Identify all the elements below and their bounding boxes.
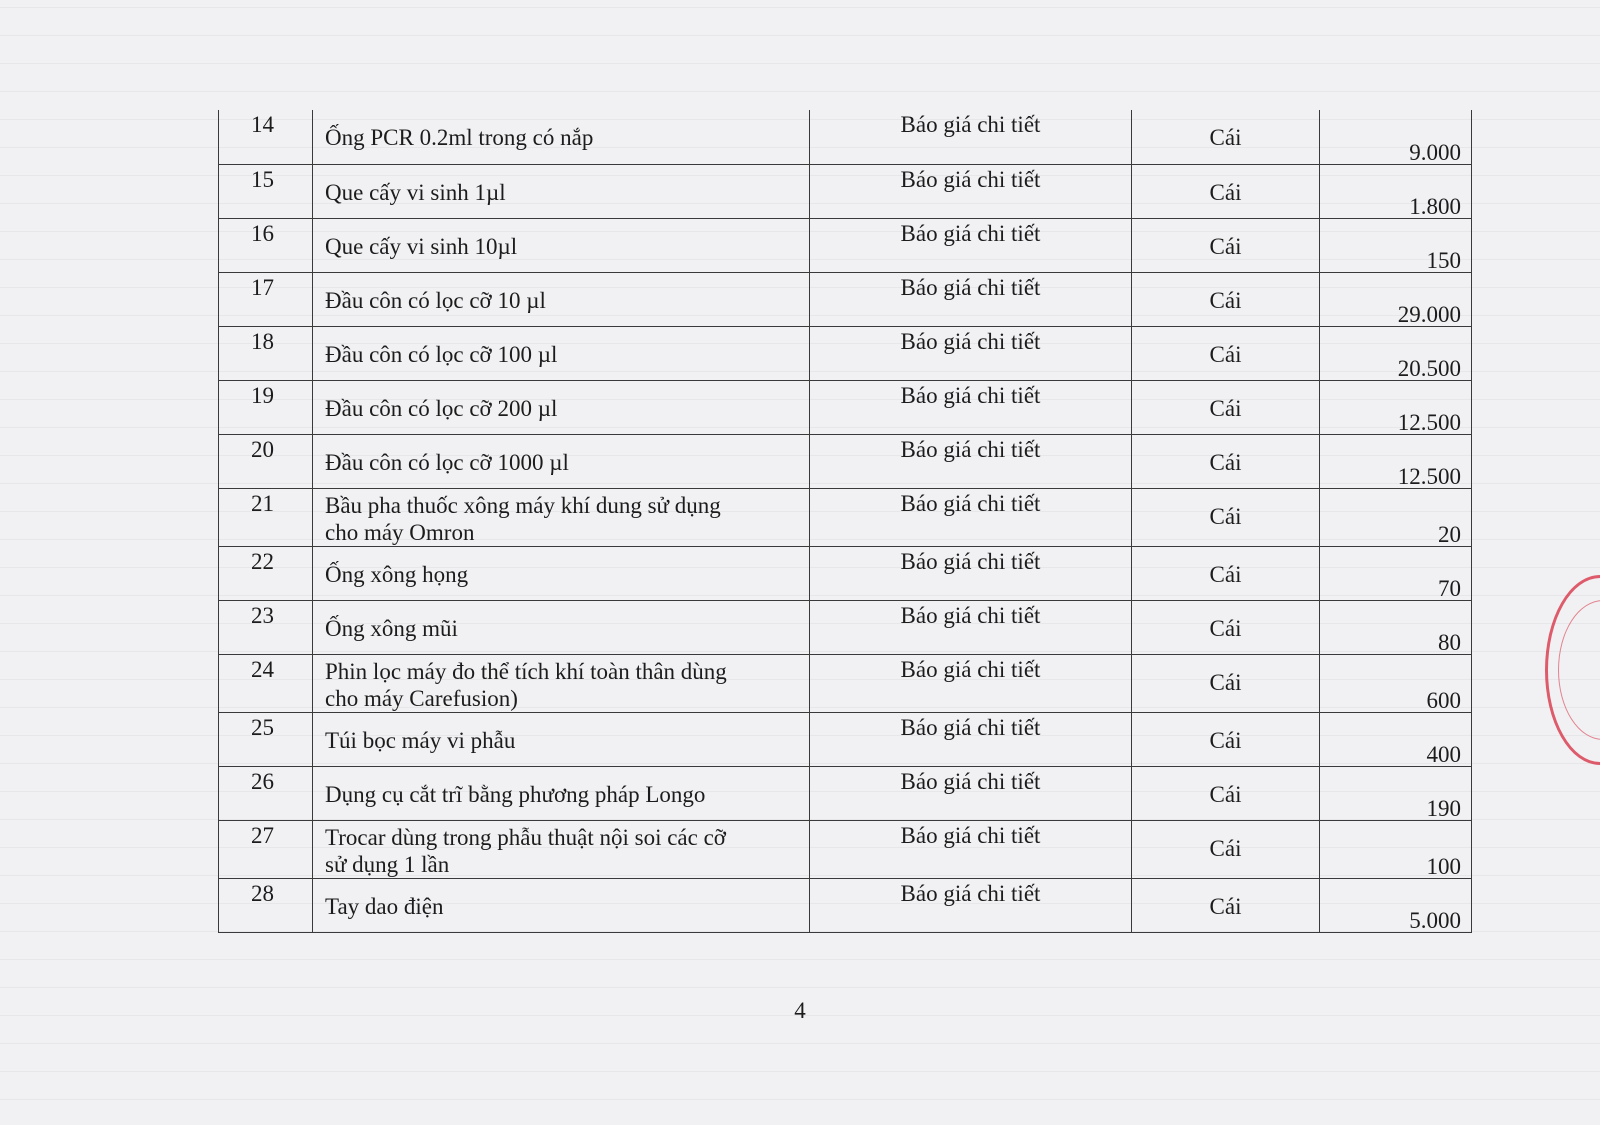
paper-texture-line [0,91,1600,92]
item-quantity: 70 [1438,575,1461,601]
row-number: 16 [219,218,313,272]
paper-texture-line [0,987,1600,988]
item-specification: Báo giá chi tiết [810,878,1132,932]
row-number: 15 [219,164,313,218]
item-specification: Báo giá chi tiết [810,654,1132,712]
item-quantity-cell [1320,712,1472,766]
item-unit: Cái [1132,600,1320,654]
row-number: 26 [219,766,313,820]
item-unit: Cái [1132,820,1320,878]
item-quantity: 9.000 [1409,139,1461,165]
item-quantity-cell [1320,164,1472,218]
paper-texture-line [0,1071,1600,1072]
row-number: 28 [219,878,313,932]
item-quantity-cell [1320,600,1472,654]
item-quantity: 1.800 [1409,193,1461,219]
table-row [219,712,1472,766]
item-name [313,546,810,600]
item-quantity-cell [1320,218,1472,272]
item-quantity: 600 [1426,687,1461,713]
item-specification: Báo giá chi tiết [810,434,1132,488]
item-quantity-cell [1320,434,1472,488]
table-row [219,272,1472,326]
item-quantity: 80 [1438,629,1461,655]
item-name [313,712,810,766]
table-row [219,766,1472,820]
item-quantity-cell [1320,820,1472,878]
item-name-line: Bầu pha thuốc xông máy khí dung sử dụng [325,492,721,518]
table-row [219,110,1472,164]
item-name [313,820,810,878]
item-unit: Cái [1132,712,1320,766]
table-row [219,434,1472,488]
item-name [313,434,810,488]
item-quantity-cell [1320,110,1472,164]
table-row [219,218,1472,272]
item-name-line: cho máy Omron [325,519,475,545]
paper-texture-line [0,63,1600,64]
row-number: 14 [219,110,313,164]
item-name-line: Ống xông họng [325,561,469,587]
item-name-line: Đầu côn có lọc cỡ 1000 µl [325,449,569,475]
item-quantity-cell [1320,654,1472,712]
item-specification: Báo giá chi tiết [810,380,1132,434]
item-name-line: Đầu côn có lọc cỡ 100 µl [325,341,558,367]
items-table-body [219,110,1472,932]
table-row [219,326,1472,380]
item-quantity: 20 [1438,521,1461,547]
item-specification: Báo giá chi tiết [810,600,1132,654]
item-unit: Cái [1132,654,1320,712]
item-quantity: 29.000 [1397,301,1461,327]
item-unit: Cái [1132,878,1320,932]
item-specification: Báo giá chi tiết [810,712,1132,766]
item-specification: Báo giá chi tiết [810,110,1132,164]
item-name-line: Túi bọc máy vi phẫu [325,727,516,753]
item-name-line: Que cấy vi sinh 10µl [325,233,518,259]
table-row [219,380,1472,434]
item-unit: Cái [1132,766,1320,820]
item-name [313,600,810,654]
item-quantity: 100 [1426,853,1461,879]
item-name [313,488,810,546]
item-quantity-cell [1320,380,1472,434]
item-name [313,878,810,932]
table-row [219,878,1472,932]
table-row [219,600,1472,654]
paper-texture-line [0,35,1600,36]
item-name-line: Đầu côn có lọc cỡ 10 µl [325,287,546,313]
item-name [313,164,810,218]
item-specification: Báo giá chi tiết [810,766,1132,820]
item-name [313,380,810,434]
item-unit: Cái [1132,434,1320,488]
item-quantity-cell [1320,878,1472,932]
item-unit: Cái [1132,110,1320,164]
item-name-line: Đầu côn có lọc cỡ 200 µl [325,395,558,421]
item-name [313,110,810,164]
item-name-line: Tay dao điện [325,893,444,919]
item-quantity: 20.500 [1397,355,1461,381]
table-row [219,164,1472,218]
item-name-line: cho máy Carefusion) [325,685,518,711]
item-name-line: Ống PCR 0.2ml trong có nắp [325,125,594,150]
table-row [219,546,1472,600]
item-unit: Cái [1132,488,1320,546]
paper-texture-line [0,7,1600,8]
item-name-line: sử dụng 1 lần [325,851,450,877]
item-unit: Cái [1132,272,1320,326]
item-quantity: 12.500 [1397,463,1461,489]
item-unit: Cái [1132,218,1320,272]
row-number: 20 [219,434,313,488]
item-unit: Cái [1132,380,1320,434]
row-number: 24 [219,654,313,712]
item-specification: Báo giá chi tiết [810,272,1132,326]
item-specification: Báo giá chi tiết [810,218,1132,272]
item-quantity-cell [1320,546,1472,600]
item-name [313,218,810,272]
items-table [218,110,1472,933]
row-number: 23 [219,600,313,654]
row-number: 17 [219,272,313,326]
item-quantity-cell [1320,272,1472,326]
item-unit: Cái [1132,326,1320,380]
item-name-line: Dụng cụ cắt trĩ bằng phương pháp Longo [325,781,706,807]
paper-texture-line [0,1099,1600,1100]
item-quantity-cell [1320,326,1472,380]
row-number: 27 [219,820,313,878]
item-name [313,654,810,712]
page-number: 4 [794,998,806,1023]
item-specification: Báo giá chi tiết [810,546,1132,600]
item-quantity-cell [1320,766,1472,820]
item-specification: Báo giá chi tiết [810,488,1132,546]
row-number: 22 [219,546,313,600]
item-quantity: 5.000 [1409,907,1461,933]
item-name-line: Ống xông mũi [325,615,458,641]
row-number: 25 [219,712,313,766]
item-quantity: 190 [1426,795,1461,821]
item-quantity: 400 [1426,741,1461,767]
item-specification: Báo giá chi tiết [810,326,1132,380]
item-quantity-cell [1320,488,1472,546]
item-name [313,272,810,326]
item-name [313,766,810,820]
row-number: 19 [219,380,313,434]
item-specification: Báo giá chi tiết [810,820,1132,878]
paper-texture-line [0,959,1600,960]
row-number: 18 [219,326,313,380]
item-specification: Báo giá chi tiết [810,164,1132,218]
item-name-line: Que cấy vi sinh 1µl [325,179,506,205]
row-number: 21 [219,488,313,546]
item-quantity: 12.500 [1397,409,1461,435]
item-unit: Cái [1132,546,1320,600]
table-row [219,654,1472,712]
table-row [219,820,1472,878]
item-quantity: 150 [1426,247,1461,273]
table-row [219,488,1472,546]
paper-texture-line [0,1043,1600,1044]
item-unit: Cái [1132,164,1320,218]
item-name-line: Trocar dùng trong phẫu thuật nội soi các cỡ [325,824,726,850]
item-name [313,326,810,380]
item-name-line: Phin lọc máy đo thể tích khí toàn thân dùng [325,658,727,684]
